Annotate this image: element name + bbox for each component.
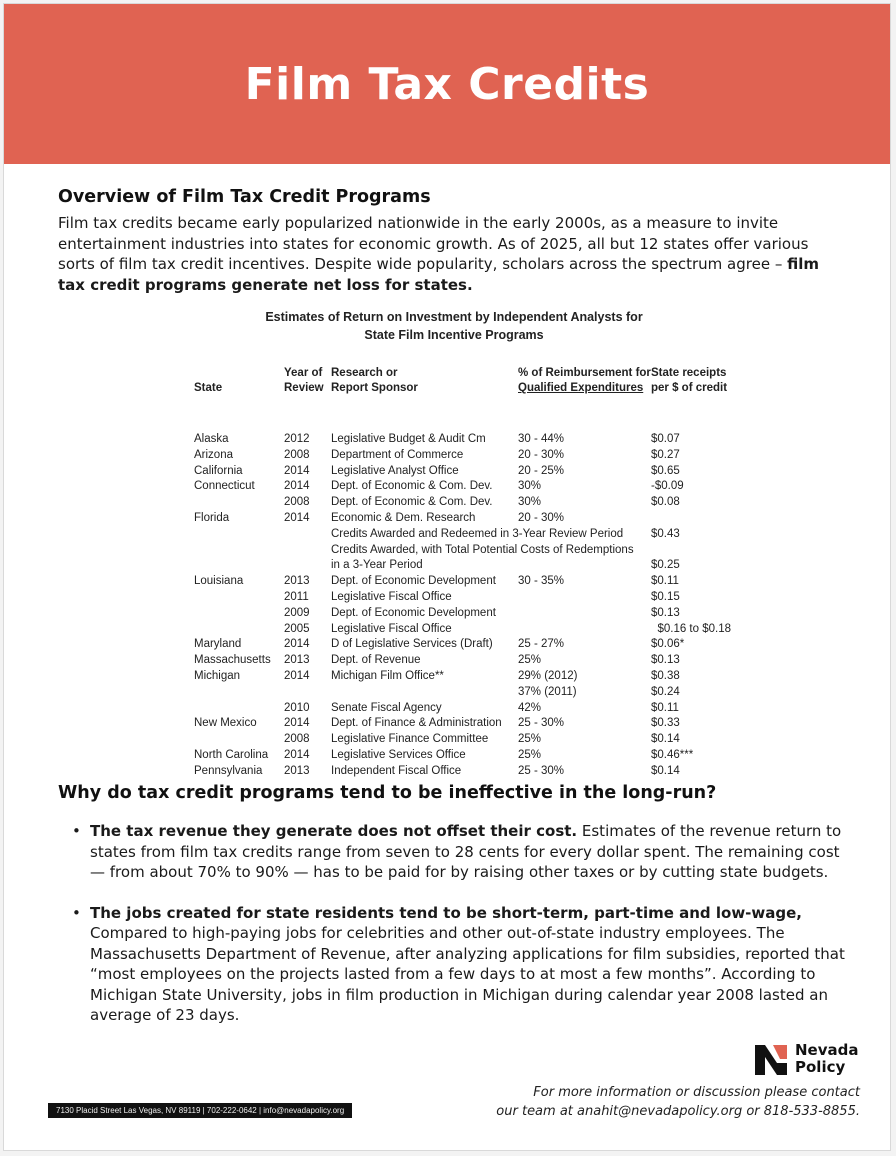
table-cell-state (194, 701, 284, 717)
address-bar: 7130 Placid Street Las Vegas, NV 89119 | 702-222-0642 | info@nevadapolicy.org (48, 1103, 352, 1118)
table-cell-sponsor: Legislative Budget & Audit Cm (331, 433, 486, 445)
table-row (194, 527, 731, 543)
table-cell-pct: 25 - 30% (518, 764, 565, 777)
table-cell-sponsor: Legislative Services Office (331, 748, 466, 761)
table-cell-sponsor: Credits Awarded and Redeemed in 3-Year Review Period (331, 527, 624, 540)
nevada-policy-logo-icon (753, 1041, 789, 1077)
table-cell-sponsor: Dept. of Economic & Com. Dev. (331, 496, 493, 509)
table-cell-receipts: $0.14 (651, 764, 680, 777)
table-cell-sponsor: Dept. of Economic & Com. Dev. (331, 480, 493, 493)
header-reimbursement-line-2: Qualified Expenditures (518, 382, 644, 394)
table-cell-receipts: $0.24 (651, 685, 680, 698)
table-row (194, 432, 731, 448)
header-sponsor (331, 360, 518, 396)
document-page (3, 3, 891, 1151)
table-cell-sponsor: Legislative Finance Committee (331, 733, 489, 746)
table-cell-year: 2013 (284, 654, 310, 667)
table-body (194, 432, 731, 780)
table-cell-state: California (194, 464, 243, 477)
table-cell-state (194, 543, 284, 559)
table-cell-state: North Carolina (194, 748, 269, 761)
table-cell-receipts: $0.27 (651, 448, 680, 461)
table-cell-sponsor: Legislative Analyst Office (331, 464, 459, 477)
table-cell-state: Pennsylvania (194, 764, 263, 777)
table-cell-sponsor: Dept. of Revenue (331, 654, 421, 667)
table-cell-state (194, 685, 284, 701)
bullet-item (72, 903, 852, 1026)
logo-wordmark (795, 1042, 859, 1076)
table-cell-year (284, 685, 331, 701)
overview-text: Film tax credits became early popularized nationwide in the early 2000s, as a measure to invite entertainment industries into states for economic growth. As of 2025, all but 12 states offer various sorts of film tax credit incentives. Despite wide popularity, scholars across the spectrum agree – (58, 214, 809, 273)
logo-line-1: Nevada (795, 1041, 859, 1059)
table-row (194, 622, 731, 638)
table-cell-year: 2011 (284, 590, 309, 603)
table-cell-year (284, 527, 331, 543)
table-cell-sponsor (331, 685, 518, 701)
table-caption-line-1: Estimates of Return on Investment by Independent Analysts for (265, 310, 643, 324)
table-row (194, 685, 731, 701)
table-cell-pct (518, 590, 651, 606)
table-cell-receipts: $0.15 (651, 590, 680, 603)
contact-line-1: For more information or discussion please contact (533, 1085, 860, 1100)
contact-line-2: our team at anahit@nevadapolicy.org or 818-533-8855. (496, 1104, 860, 1119)
table-cell-receipts: $0.38 (651, 669, 680, 682)
table-cell-state (194, 558, 284, 574)
table-row (194, 543, 731, 559)
bullet-dot-icon: • (72, 903, 81, 922)
table-cell-year: 2014 (284, 511, 310, 524)
header-year-line-1: Year of (284, 367, 323, 379)
header-sponsor-line-1: Research or (331, 367, 398, 379)
table-cell-state: Connecticut (194, 480, 255, 493)
table-cell-receipts: $0.11 (651, 701, 679, 714)
table-header-row (194, 360, 731, 396)
table-cell-receipts: $0.25 (651, 559, 680, 572)
table-cell-sponsor: Legislative Fiscal Office (331, 622, 452, 635)
table-cell-state: New Mexico (194, 717, 257, 730)
table-cell-year: 2012 (284, 433, 310, 445)
bullet-bold-text: The jobs created for state residents tend to be short-term, part-time and low-wage, (90, 903, 802, 922)
table-row (194, 511, 731, 527)
table-cell-pct: 25% (518, 654, 542, 667)
table-cell-pct: 25% (518, 733, 542, 746)
table-cell-sponsor: Michigan Film Office** (331, 669, 444, 682)
table-cell-state: Florida (194, 511, 230, 524)
table-cell-receipts: $0.65 (651, 464, 680, 477)
header-year (284, 360, 331, 396)
header-reimbursement-line-1: % of Reimbursement for (518, 367, 651, 379)
table-cell-receipts: -$0.09 (651, 480, 684, 493)
table-cell-pct: 25 - 30% (518, 717, 565, 730)
table-cell-sponsor: Independent Fiscal Office (331, 764, 462, 777)
table-cell-sponsor: Dept. of Economic Development (331, 606, 496, 619)
table-cell-year: 2014 (284, 480, 310, 493)
nevada-policy-logo (753, 1041, 859, 1077)
table-cell-state: Louisiana (194, 575, 244, 588)
table-row (194, 464, 731, 480)
table-cell-receipts: $0.07 (651, 433, 680, 445)
table-cell-receipts: $0.14 (651, 733, 680, 746)
why-bullet-list (72, 821, 852, 1026)
table-cell-receipts: $0.33 (651, 717, 680, 730)
table-cell-year: 2014 (284, 669, 310, 682)
bullet-text: Compared to high-paying jobs for celebrities and other out-of-state industry employees. The Massachusetts Department of Revenue, after analyzing applications for film subsidies, reported that “most employees on the projects lasted from a few days to at most a few months”. According to Michigan State University, jobs in film production in Michigan during calendar year 2008 lasted an average of 23 days. (90, 924, 845, 1024)
table-cell-year: 2008 (284, 448, 310, 461)
table-cell-receipts: $0.13 (651, 606, 680, 619)
table-cell-year: 2014 (284, 748, 310, 761)
table-cell-receipts (651, 543, 731, 559)
table-row (194, 448, 731, 464)
table-row (194, 669, 731, 685)
header-receipts-line-1: State receipts (651, 367, 727, 379)
contact-info (496, 1083, 860, 1121)
table-cell-pct: 30 - 35% (518, 575, 565, 588)
table-cell-receipts: $0.43 (651, 527, 680, 540)
header-state (194, 360, 284, 396)
table-cell-pct: 30% (518, 496, 542, 509)
header-sponsor-line-2: Report Sponsor (331, 382, 418, 394)
table-row (194, 574, 731, 590)
table-cell-state: Arizona (194, 448, 233, 461)
table-cell-receipts (651, 511, 731, 527)
table-cell-state (194, 527, 284, 543)
table-cell-pct: 30 - 44% (518, 433, 565, 445)
table-cell-year: 2014 (284, 717, 310, 730)
table-cell-year: 2014 (284, 464, 310, 477)
table-cell-pct: 37% (2011) (518, 685, 577, 698)
table-cell-pct: 25% (518, 748, 542, 761)
table-cell-sponsor: in a 3-Year Period (331, 559, 423, 572)
table-row (194, 479, 731, 495)
table-row (194, 606, 731, 622)
bullet-text: Estimates of the revenue return to states from film tax credits range from seven to 28 cents for every dollar spent. The remaining cost — from about 70% to 90% — has to be paid for by raising other taxes or by cutting state budgets. (90, 822, 842, 881)
table-cell-state (194, 590, 284, 606)
table-cell-year: 2009 (284, 606, 310, 619)
table-cell-sponsor: Dept. of Finance & Administration (331, 717, 502, 730)
table-cell-sponsor: Credits Awarded, with Total Potential Costs of Redemptions (331, 543, 634, 556)
table-cell-receipts: $0.11 (651, 575, 679, 588)
table-cell-year: 2010 (284, 701, 310, 714)
header-reimbursement (518, 360, 651, 396)
logo-line-2: Policy (795, 1058, 846, 1076)
title-banner (4, 4, 890, 164)
table-cell-receipts: $0.08 (651, 496, 680, 509)
table-row (194, 716, 731, 732)
table-row (194, 590, 731, 606)
table-row (194, 701, 731, 717)
bullet-item (72, 821, 852, 883)
header-receipts-line-2: per $ of credit (651, 382, 728, 394)
header-state-label: State (194, 382, 223, 394)
table-cell-receipts: $0.06* (651, 638, 685, 651)
table-cell-sponsor: Legislative Fiscal Office (331, 590, 452, 603)
table-cell-pct (518, 558, 651, 574)
table-cell-pct: 20 - 30% (518, 511, 565, 524)
page-title: Film Tax Credits (244, 58, 650, 110)
table-cell-year: 2014 (284, 638, 310, 651)
roi-table (194, 360, 731, 780)
table-cell-year (284, 558, 331, 574)
table-cell-state (194, 495, 284, 511)
table-caption-line-2: State Film Incentive Programs (364, 328, 544, 342)
bullet-bold-text: The tax revenue they generate does not offset their cost. (90, 822, 578, 840)
table-cell-pct: 42% (518, 701, 542, 714)
table-cell-pct: 20 - 30% (518, 448, 565, 461)
table-cell-state (194, 622, 284, 638)
table-cell-sponsor: Economic & Dem. Research (331, 511, 476, 524)
table-cell-pct (518, 606, 651, 622)
table-cell-pct: 25 - 27% (518, 638, 565, 651)
table-row (194, 558, 731, 574)
table-row (194, 748, 731, 764)
table-cell-state (194, 606, 284, 622)
table-cell-year: 2008 (284, 733, 310, 746)
overview-paragraph (58, 213, 848, 295)
table-cell-state: Massachusetts (194, 654, 271, 667)
table-cell-receipts: $0.13 (651, 654, 680, 667)
table-row (194, 637, 731, 653)
table-cell-pct: 20 - 25% (518, 464, 565, 477)
table-cell-pct: 30% (518, 480, 542, 493)
table-cell-receipts: $0.16 to $0.18 (657, 622, 731, 635)
table-cell-state (194, 732, 284, 748)
table-cell-pct: 29% (2012) (518, 669, 578, 682)
table-cell-sponsor: D of Legislative Services (Draft) (331, 638, 493, 651)
table-cell-year: 2008 (284, 496, 310, 509)
table-cell-state: Michigan (194, 669, 241, 682)
why-heading: Why do tax credit programs tend to be ineffective in the long-run? (58, 783, 717, 803)
table-row (194, 653, 731, 669)
overview-heading: Overview of Film Tax Credit Programs (58, 187, 431, 207)
overview-bold-text: film tax credit programs generate net loss for states. (58, 255, 819, 294)
table-row (194, 732, 731, 748)
table-header-gap (194, 396, 731, 432)
table-cell-state: Maryland (194, 638, 242, 651)
table-cell-year: 2013 (284, 764, 310, 777)
table-cell-state: Alaska (194, 433, 229, 445)
table-cell-year (284, 543, 331, 559)
table-row (194, 495, 731, 511)
table-cell-year: 2005 (284, 622, 310, 635)
table-cell-receipts: $0.46*** (651, 748, 694, 761)
table-cell-year: 2013 (284, 575, 310, 588)
table-cell-sponsor: Department of Commerce (331, 448, 464, 461)
bullet-dot-icon: • (72, 822, 81, 840)
header-year-line-2: Review (284, 382, 324, 394)
table-row (194, 764, 731, 780)
table-caption (184, 308, 724, 344)
table-cell-sponsor: Senate Fiscal Agency (331, 701, 442, 714)
header-receipts (651, 360, 731, 396)
table-cell-sponsor: Dept. of Economic Development (331, 575, 496, 588)
